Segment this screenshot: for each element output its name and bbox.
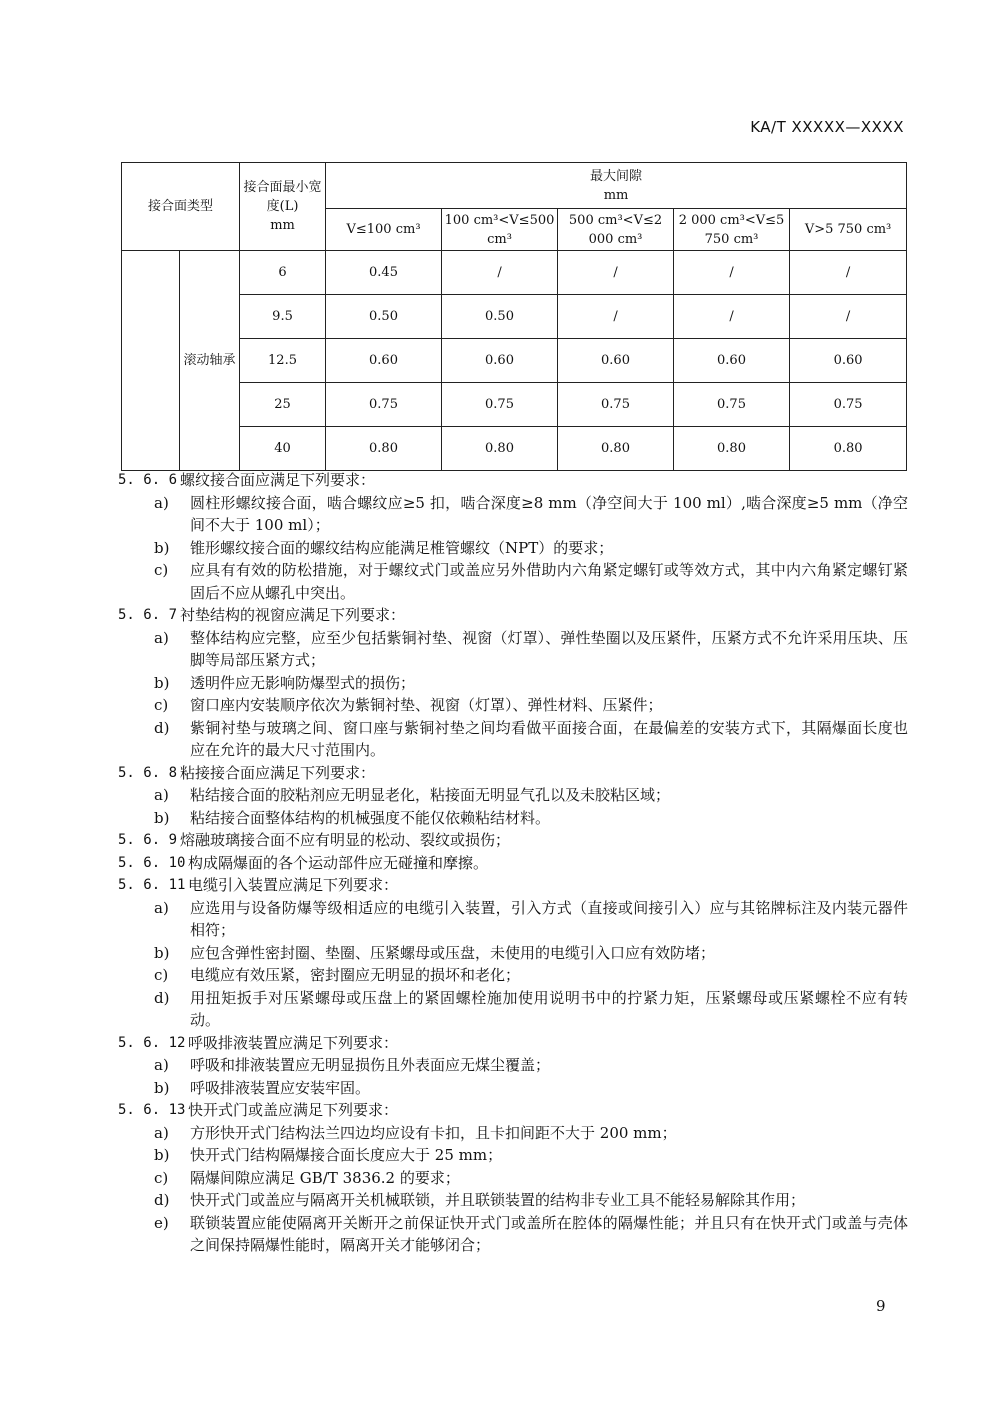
list-item: [118, 694, 908, 717]
list-item-text: 透明件应无影响防爆型式的损伤；: [190, 673, 416, 692]
gap-cell: 0.60: [790, 339, 907, 383]
list-item-text: 粘结接合面的胶粘剂应无明显老化，粘接面无明显气孔以及未胶粘区域；: [190, 786, 671, 804]
list-item-text: 用扭矩扳手对压紧螺母或压盘上的紧固螺栓施加使用说明书中的拧紧力矩，压紧螺母或压紧螺栓不应有转动。: [190, 988, 908, 1029]
list-marker: b): [154, 538, 170, 557]
gap-cell: /: [442, 251, 558, 295]
clause-text: 粘接接合面应满足下列要求：: [180, 763, 376, 782]
header-joint-type: 接合面类型: [122, 163, 240, 251]
clause-text: 熔融玻璃接合面不应有明显的松动、裂纹或损伤；: [180, 831, 511, 849]
list-marker: d): [154, 1191, 170, 1209]
list-item-text: 隔爆间隙应满足 GB/T 3836.2 的要求；: [190, 1168, 460, 1187]
header-volume: V>5 750 cm³: [790, 209, 907, 251]
blank-cell: [122, 251, 180, 471]
list-item: [118, 784, 908, 807]
list-item-text: 呼吸和排液装置应无明显损伤且外表面应无煤尘覆盖；: [190, 1056, 551, 1074]
clause-text: 快开式门或盖应满足下列要求：: [188, 1101, 399, 1119]
clause-text: 呼吸排液装置应满足下列要求：: [188, 1033, 399, 1052]
list-marker: b): [154, 1078, 170, 1097]
list-marker: b): [154, 943, 170, 962]
gap-cell: /: [558, 295, 674, 339]
table-row: [122, 383, 907, 427]
list-item: [118, 1212, 908, 1257]
clause-number: 5. 6. 8: [118, 764, 178, 781]
header-max-gap: [326, 163, 907, 209]
list-item: [118, 627, 908, 672]
header-min-width-unit: mm: [270, 218, 295, 233]
clause-number: 5. 6. 12: [118, 1034, 186, 1051]
clause-number: 5. 6. 7: [118, 607, 178, 623]
list-item-text: 粘结接合面整体结构的机械强度不能仅依赖粘结材料。: [190, 808, 551, 827]
clause-list: [118, 469, 908, 1257]
clause-text: 螺纹接合面应满足下列要求：: [180, 471, 376, 489]
clause-heading: [118, 852, 908, 875]
gap-cell: 0.80: [790, 427, 907, 471]
gap-cell: 0.45: [326, 251, 442, 295]
list-item: [118, 987, 908, 1032]
list-item-text: 快开式门结构隔爆接合面长度应大于 25 mm；: [190, 1146, 503, 1164]
list-item-text: 锥形螺纹接合面的螺纹结构应能满足椎管螺纹（NPT）的要求；: [190, 538, 614, 557]
list-marker: a): [154, 628, 169, 647]
width-cell: 40: [240, 427, 326, 471]
clause-heading: [118, 829, 908, 852]
gap-cell: /: [674, 295, 790, 339]
clause-number: 5. 6. 6: [118, 472, 178, 488]
max-gap-table: [121, 162, 907, 471]
header-volume: 2 000 cm³<V≤5 750 cm³: [674, 209, 790, 251]
list-item: [118, 1167, 908, 1190]
list-item-text: 快开式门或盖应与隔离开关机械联锁，并且联锁装置的结构非专业工具不能轻易解除其作用；: [190, 1191, 806, 1209]
gap-cell: 0.75: [674, 383, 790, 427]
list-item: [118, 1189, 908, 1212]
gap-cell: 0.80: [674, 427, 790, 471]
table-row: [122, 339, 907, 383]
gap-cell: /: [558, 251, 674, 295]
clause-heading: [118, 1032, 908, 1055]
header-volume: 500 cm³<V≤2 000 cm³: [558, 209, 674, 251]
list-item: [118, 537, 908, 560]
table-row: [122, 427, 907, 471]
list-marker: c): [154, 696, 169, 714]
gap-cell: 0.60: [326, 339, 442, 383]
width-cell: 9.5: [240, 295, 326, 339]
list-item-text: 方形快开式门结构法兰四边均应设有卡扣，且卡扣间距不大于 200 mm；: [190, 1123, 677, 1142]
list-item-text: 圆柱形螺纹接合面，啮合螺纹应≥5 扣，啮合深度≥8 mm（净空间大于 100 ml）,啮合深度≥5 mm（净空间不大于 100 ml）；: [190, 493, 908, 534]
list-item: [118, 1054, 908, 1077]
gap-cell: 0.75: [790, 383, 907, 427]
gap-cell: 0.75: [442, 383, 558, 427]
gap-cell: 0.80: [558, 427, 674, 471]
width-cell: 25: [240, 383, 326, 427]
gap-cell: 0.50: [442, 295, 558, 339]
gap-cell: 0.60: [558, 339, 674, 383]
header-max-gap-label: 最大间隙: [590, 168, 643, 184]
document-code: KA/T XXXXX—XXXX: [750, 118, 904, 136]
list-marker: a): [154, 786, 169, 804]
gap-cell: 0.50: [326, 295, 442, 339]
list-marker: a): [154, 1056, 169, 1074]
list-item-text: 应包含弹性密封圈、垫圈、压紧螺母或压盘，未使用的电缆引入口应有效防堵；: [190, 943, 716, 962]
header-min-width-label: 接合面最小宽度(L): [243, 180, 322, 214]
clause-text: 电缆引入装置应满足下列要求：: [188, 876, 399, 894]
list-item-text: 窗口座内安装顺序依次为紫铜衬垫、视窗（灯罩）、弹性材料、压紧件；: [190, 696, 663, 714]
list-marker: b): [154, 1146, 170, 1164]
gap-cell: /: [790, 295, 907, 339]
gap-cell: 0.60: [442, 339, 558, 383]
gap-cell: 0.60: [674, 339, 790, 383]
clause-heading: [118, 604, 908, 627]
list-marker: a): [154, 493, 169, 512]
group-label-rolling-bearing: 滚动轴承: [180, 251, 240, 471]
gap-cell: 0.75: [558, 383, 674, 427]
clause-heading: [118, 1099, 908, 1122]
list-item: [118, 897, 908, 942]
gap-cell: /: [674, 251, 790, 295]
list-item-text: 呼吸排液装置应安装牢固。: [190, 1078, 371, 1097]
list-item-text: 应选用与设备防爆等级相适应的电缆引入装置，引入方式（直接或间接引入）应与其铭牌标注及内装元器件相符；: [190, 898, 908, 939]
list-marker: b): [154, 673, 170, 692]
list-marker: b): [154, 808, 170, 827]
width-cell: 6: [240, 251, 326, 295]
gap-cell: 0.80: [326, 427, 442, 471]
clause-number: 5. 6. 13: [118, 1102, 186, 1118]
list-item: [118, 559, 908, 604]
table-row: [122, 295, 907, 339]
list-item: [118, 1122, 908, 1145]
list-item: [118, 964, 908, 987]
list-item-text: 紫铜衬垫与玻璃之间、窗口座与紫铜衬垫之间均看做平面接合面，在最偏差的安装方式下，其隔爆面长度也应在允许的最大尺寸范围内。: [190, 718, 908, 759]
list-marker: c): [154, 1168, 169, 1187]
gap-cell: /: [790, 251, 907, 295]
clause-heading: [118, 762, 908, 785]
list-item-text: 电缆应有效压紧，密封圈应无明显的损坏和老化；: [190, 966, 521, 984]
list-marker: a): [154, 898, 169, 917]
header-volume: V≤100 cm³: [326, 209, 442, 251]
list-item: [118, 1077, 908, 1100]
list-item-text: 应具有有效的防松措施，对于螺纹式门或盖应另外借助内六角紧定螺钉或等效方式，其中内六角紧定螺钉紧固后不应从螺孔中突出。: [190, 561, 908, 602]
width-cell: 12.5: [240, 339, 326, 383]
list-item: [118, 942, 908, 965]
clause-number: 5. 6. 10: [118, 854, 186, 871]
header-volume: 100 cm³<V≤500 cm³: [442, 209, 558, 251]
list-marker: a): [154, 1123, 169, 1142]
header-min-width: [240, 163, 326, 251]
page-number: 9: [876, 1297, 886, 1315]
header-max-gap-unit: mm: [603, 187, 629, 203]
clause-text: 衬垫结构的视窗应满足下列要求：: [180, 606, 406, 624]
list-item: [118, 807, 908, 830]
clause-heading: [118, 469, 908, 492]
list-marker: d): [154, 988, 170, 1007]
list-item: [118, 672, 908, 695]
list-item-text: 联锁装置应能使隔离开关断开之前保证快开式门或盖所在腔体的隔爆性能；并且只有在快开式门或盖与壳体之间保持隔爆性能时，隔离开关才能够闭合；: [190, 1213, 908, 1254]
table-row: [122, 251, 907, 295]
clause-number: 5. 6. 9: [118, 832, 178, 848]
list-marker: e): [154, 1213, 169, 1232]
list-item-text: 整体结构应完整，应至少包括紫铜衬垫、视窗（灯罩）、弹性垫圈以及压紧件，压紧方式不允许采用压块、压脚等局部压紧方式；: [190, 628, 908, 669]
clause-number: 5. 6. 11: [118, 877, 186, 893]
gap-cell: 0.80: [442, 427, 558, 471]
list-marker: c): [154, 966, 169, 984]
list-item: [118, 717, 908, 762]
list-marker: d): [154, 718, 170, 737]
gap-cell: 0.75: [326, 383, 442, 427]
list-item: [118, 1144, 908, 1167]
list-marker: c): [154, 561, 169, 579]
clause-text: 构成隔爆面的各个运动部件应无碰撞和摩擦。: [188, 853, 489, 872]
clause-heading: [118, 874, 908, 897]
list-item: [118, 492, 908, 537]
